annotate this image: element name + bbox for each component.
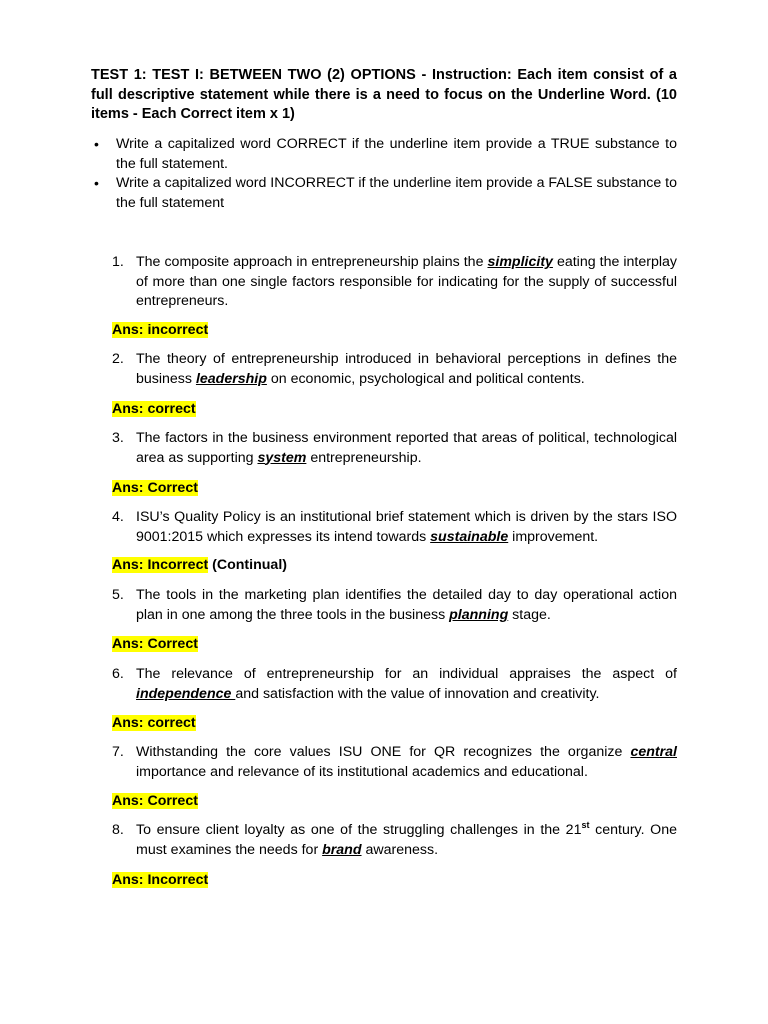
item-text: The theory of entrepreneurship introduced in behavioral perceptions in defines the business: [136, 351, 677, 387]
answer-line: [112, 635, 198, 654]
item-text: ISU’s Quality Policy is an institutional brief statement which is driven by the stars ISO 9001:2015 which expresses its intend towards: [136, 509, 677, 545]
item-text: and satisfaction with the value of innovation and creativity.: [235, 685, 600, 702]
underlined-keyword: central: [630, 744, 677, 760]
question-item: [112, 350, 677, 389]
item-text: entrepreneurship.: [306, 449, 422, 466]
underlined-keyword: sustainable: [430, 528, 509, 545]
underlined-keyword: system: [257, 449, 307, 466]
item-text: awareness.: [361, 841, 439, 858]
item-number: 8.: [112, 822, 124, 838]
answer-highlight: Ans: Correct: [112, 480, 198, 496]
answer-note: (Continual): [208, 557, 287, 573]
underlined-keyword: leadership: [195, 370, 267, 387]
answer-line: [112, 321, 208, 340]
item-text: eating the interplay of more than one single factors responsible for indicating for the supply of successful entrepreneurs.: [136, 254, 677, 309]
answer-line: [112, 400, 196, 419]
item-number: 7.: [112, 744, 124, 760]
answer-highlight: Ans: correct: [112, 715, 196, 731]
answer-line: [112, 871, 208, 890]
item-number: 5.: [112, 587, 124, 603]
instruction-item: • Write a capitalized word INCORRECT if the underline item provide a FALSE substance to the full statement: [91, 174, 677, 213]
question-item: [112, 508, 677, 547]
answer-highlight: Ans: incorrect: [112, 322, 209, 338]
question-item: [112, 665, 677, 704]
item-number: 1.: [112, 254, 124, 270]
item-text: improvement.: [508, 528, 599, 545]
underlined-keyword: planning: [449, 606, 509, 623]
item-number: 6.: [112, 666, 124, 682]
ordinal-suffix: st: [581, 820, 590, 830]
instruction-item: • Write a capitalized word CORRECT if the underline item provide a TRUE substance to the full statement.: [91, 135, 677, 174]
question-item: [112, 429, 677, 468]
underlined-keyword: independence: [136, 685, 236, 702]
item-text: on economic, psychological and political contents.: [266, 370, 585, 387]
question-item: [112, 586, 677, 625]
answer-highlight: Ans: correct: [112, 401, 196, 417]
question-item: [112, 743, 677, 782]
underlined-keyword: brand: [322, 841, 362, 858]
instruction-list: [91, 135, 677, 213]
answer-line: [112, 714, 196, 733]
item-text: To ensure client loyalty as one of the struggling challenges in the 21: [136, 822, 582, 838]
test-title: TEST 1: TEST I: BETWEEN TWO (2) OPTIONS - Instruction: Each item consist of a full descriptive statement while there is a need to focus on the Underline Word. (10 items - Each Correct item x 1): [91, 67, 677, 122]
item-number: 2.: [112, 351, 124, 367]
item-number: 3.: [112, 430, 124, 446]
answer-line: [112, 556, 287, 575]
question-item: [112, 821, 677, 860]
answer-line: [112, 479, 198, 498]
item-text: The factors in the business environment reported that areas of political, technological area as supporting: [136, 430, 677, 466]
item-text: The tools in the marketing plan identifies the detailed day to day operational action plan in one among the three tools in the business: [136, 587, 677, 623]
item-number: 4.: [112, 509, 124, 525]
answer-highlight: Ans: Correct: [112, 793, 198, 809]
item-text: century. One must examines the needs for: [136, 822, 677, 858]
underlined-keyword: simplicity: [487, 254, 553, 270]
question-item: [112, 253, 677, 312]
item-text: The composite approach in entrepreneurship plains the: [136, 254, 488, 270]
item-text: The relevance of entrepreneurship for an individual appraises the aspect of: [136, 666, 677, 682]
answer-highlight: Ans: Incorrect: [112, 557, 209, 573]
answer-highlight: Ans: Correct: [112, 636, 198, 652]
item-text: stage.: [508, 606, 551, 623]
item-text: importance and relevance of its institutional academics and educational.: [136, 763, 588, 780]
answer-highlight: Ans: Incorrect: [112, 872, 209, 888]
answer-line: [112, 792, 198, 811]
item-text: Withstanding the core values ISU ONE for QR recognizes the organize: [136, 744, 631, 760]
